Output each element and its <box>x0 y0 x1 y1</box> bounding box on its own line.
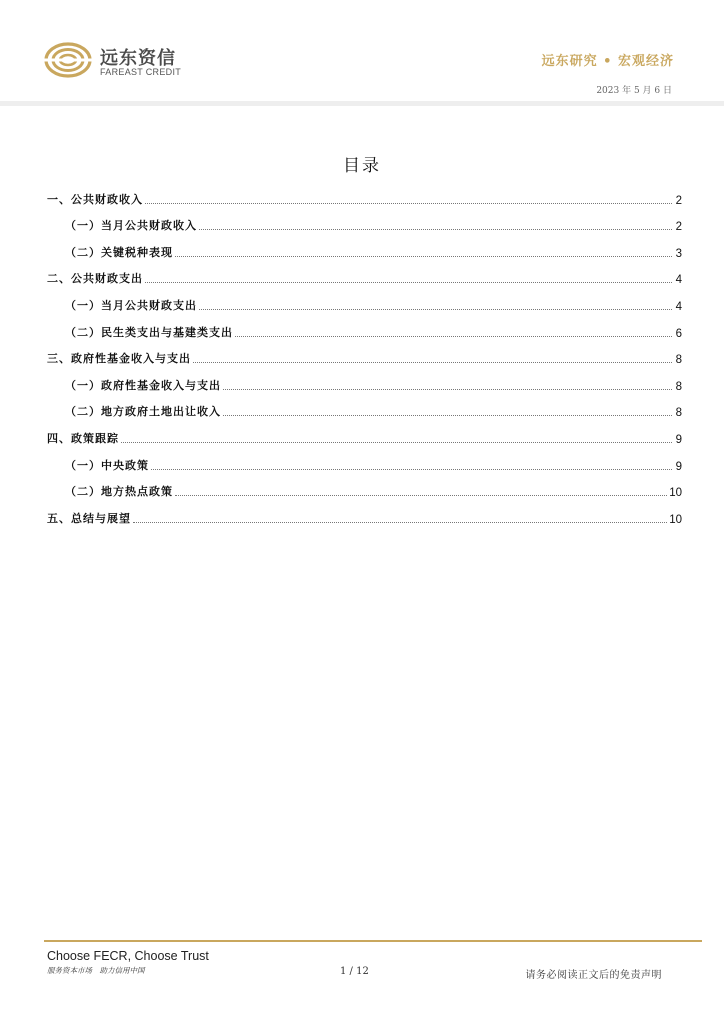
footer-divider <box>44 940 702 942</box>
toc-dot-leader <box>223 388 672 390</box>
toc-dot-leader <box>199 228 672 230</box>
toc-dot-leader <box>133 521 667 523</box>
disclaimer-note: 请务必阅读正文后的免责声明 <box>525 970 662 981</box>
toc-entry[interactable] <box>47 340 682 367</box>
toc-entry-page: 4 <box>675 300 682 313</box>
toc-entry-label: 三、政府性基金收入与支出 <box>47 352 191 366</box>
toc-entry-page: 9 <box>675 433 682 446</box>
header-divider <box>0 101 724 106</box>
toc-dot-leader <box>145 202 672 204</box>
toc-dot-leader <box>121 441 672 443</box>
page-indicator: 1 / 12 <box>340 966 369 977</box>
toc-entry-page: 8 <box>675 354 682 367</box>
toc-dot-leader <box>175 494 667 496</box>
section-tag: 远东研究 • 宏观经济 <box>541 54 674 69</box>
table-of-contents <box>47 180 682 526</box>
toc-entry-page: 9 <box>675 460 682 473</box>
toc-entry-page: 10 <box>669 487 682 500</box>
toc-title: 目录 <box>343 156 381 176</box>
footer-slogan: Choose FECR, Choose Trust <box>47 949 209 963</box>
toc-dot-leader <box>199 308 672 310</box>
brand-english-name: FAREAST CREDIT <box>100 67 182 77</box>
toc-entry-label: （二）民生类支出与基建类支出 <box>65 325 233 339</box>
toc-entry-label: 二、公共财政支出 <box>47 272 143 286</box>
toc-dot-leader <box>145 281 672 283</box>
toc-entry-label: （一）当月公共财政收入 <box>65 219 197 233</box>
toc-subentry[interactable] <box>47 233 682 260</box>
toc-entry-label: （一）中央政策 <box>65 458 149 472</box>
fareast-credit-logo-icon <box>44 42 92 78</box>
toc-entry-page: 6 <box>675 327 682 340</box>
toc-entry-label: 一、公共财政收入 <box>47 192 143 206</box>
toc-entry-label: （二）关键税种表现 <box>65 245 173 259</box>
toc-entry-page: 3 <box>675 247 682 260</box>
toc-entry-page: 10 <box>669 513 682 526</box>
toc-entry-page: 4 <box>675 274 682 287</box>
toc-entry-page: 8 <box>675 380 682 393</box>
toc-dot-leader <box>235 335 672 337</box>
toc-entry-label: 四、政策跟踪 <box>47 431 119 445</box>
toc-entry-label: （二）地方热点政策 <box>65 485 173 499</box>
toc-subentry[interactable] <box>47 313 682 340</box>
toc-subentry[interactable] <box>47 286 682 313</box>
footer-slogan-cn: 服务资本市场 助力信用中国 <box>47 966 145 975</box>
toc-entry-label: （二）地方政府土地出让收入 <box>65 405 221 419</box>
brand-name: 远东资信 <box>100 48 176 69</box>
toc-subentry[interactable] <box>47 393 682 420</box>
toc-dot-leader <box>175 255 672 257</box>
toc-entry[interactable] <box>47 260 682 287</box>
toc-subentry[interactable] <box>47 207 682 234</box>
toc-entry[interactable] <box>47 180 682 207</box>
toc-dot-leader <box>223 414 672 416</box>
toc-entry-page: 2 <box>675 194 682 207</box>
toc-entry-label: （一）政府性基金收入与支出 <box>65 378 221 392</box>
toc-entry-label: （一）当月公共财政支出 <box>65 298 197 312</box>
toc-entry-page: 2 <box>675 221 682 234</box>
toc-entry-page: 8 <box>675 407 682 420</box>
report-date: 2023 年 5 月 6 日 <box>596 86 672 96</box>
toc-subentry[interactable] <box>47 473 682 500</box>
toc-dot-leader <box>193 361 672 363</box>
toc-subentry[interactable] <box>47 366 682 393</box>
toc-subentry[interactable] <box>47 446 682 473</box>
toc-entry[interactable] <box>47 419 682 446</box>
toc-entry[interactable] <box>47 499 682 526</box>
toc-dot-leader <box>151 468 672 470</box>
toc-entry-label: 五、总结与展望 <box>47 511 131 525</box>
